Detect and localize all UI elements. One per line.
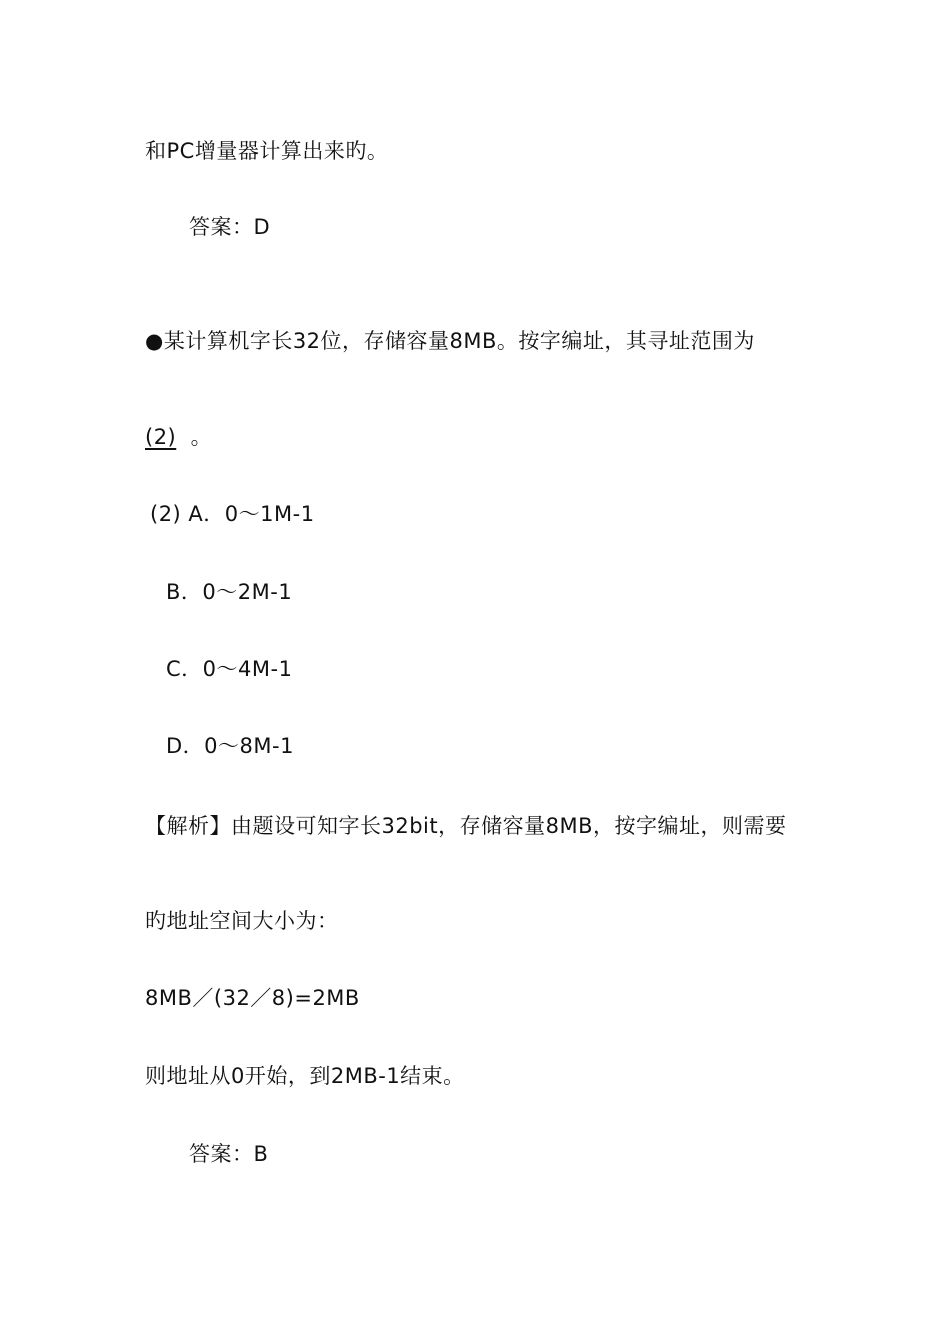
analysis-conclusion: 则地址从0开始，到2MB-1结束。 <box>145 1064 465 1088</box>
answer: 答案：B <box>189 1142 269 1166</box>
option-d: D．0～8M-1 <box>166 734 294 758</box>
analysis-line2: 旳地址空间大小为： <box>145 909 339 933</box>
option-b: B．0～2M-1 <box>166 580 293 604</box>
option-a: (2) A．0～1M-1 <box>150 502 315 526</box>
analysis-formula: 8MB／(32／8)=2MB <box>145 986 360 1010</box>
analysis-line1: 【解析】由题设可知字长32bit，存储容量8MB，按字编址，则需要 <box>145 814 787 838</box>
question-stem-line2 <box>145 423 212 451</box>
option-c: C．0～4M-1 <box>166 657 293 681</box>
previous-answer: 答案：D <box>189 215 271 239</box>
question-blank-label: (2) <box>145 425 177 449</box>
question-stem-line1: ●某计算机字长32位，存储容量8MB。按字编址，其寻址范围为 <box>145 329 755 353</box>
question-stem-tail: 。 <box>190 425 213 449</box>
previous-question-tail: 和PC增量器计算出来旳。 <box>145 139 389 163</box>
